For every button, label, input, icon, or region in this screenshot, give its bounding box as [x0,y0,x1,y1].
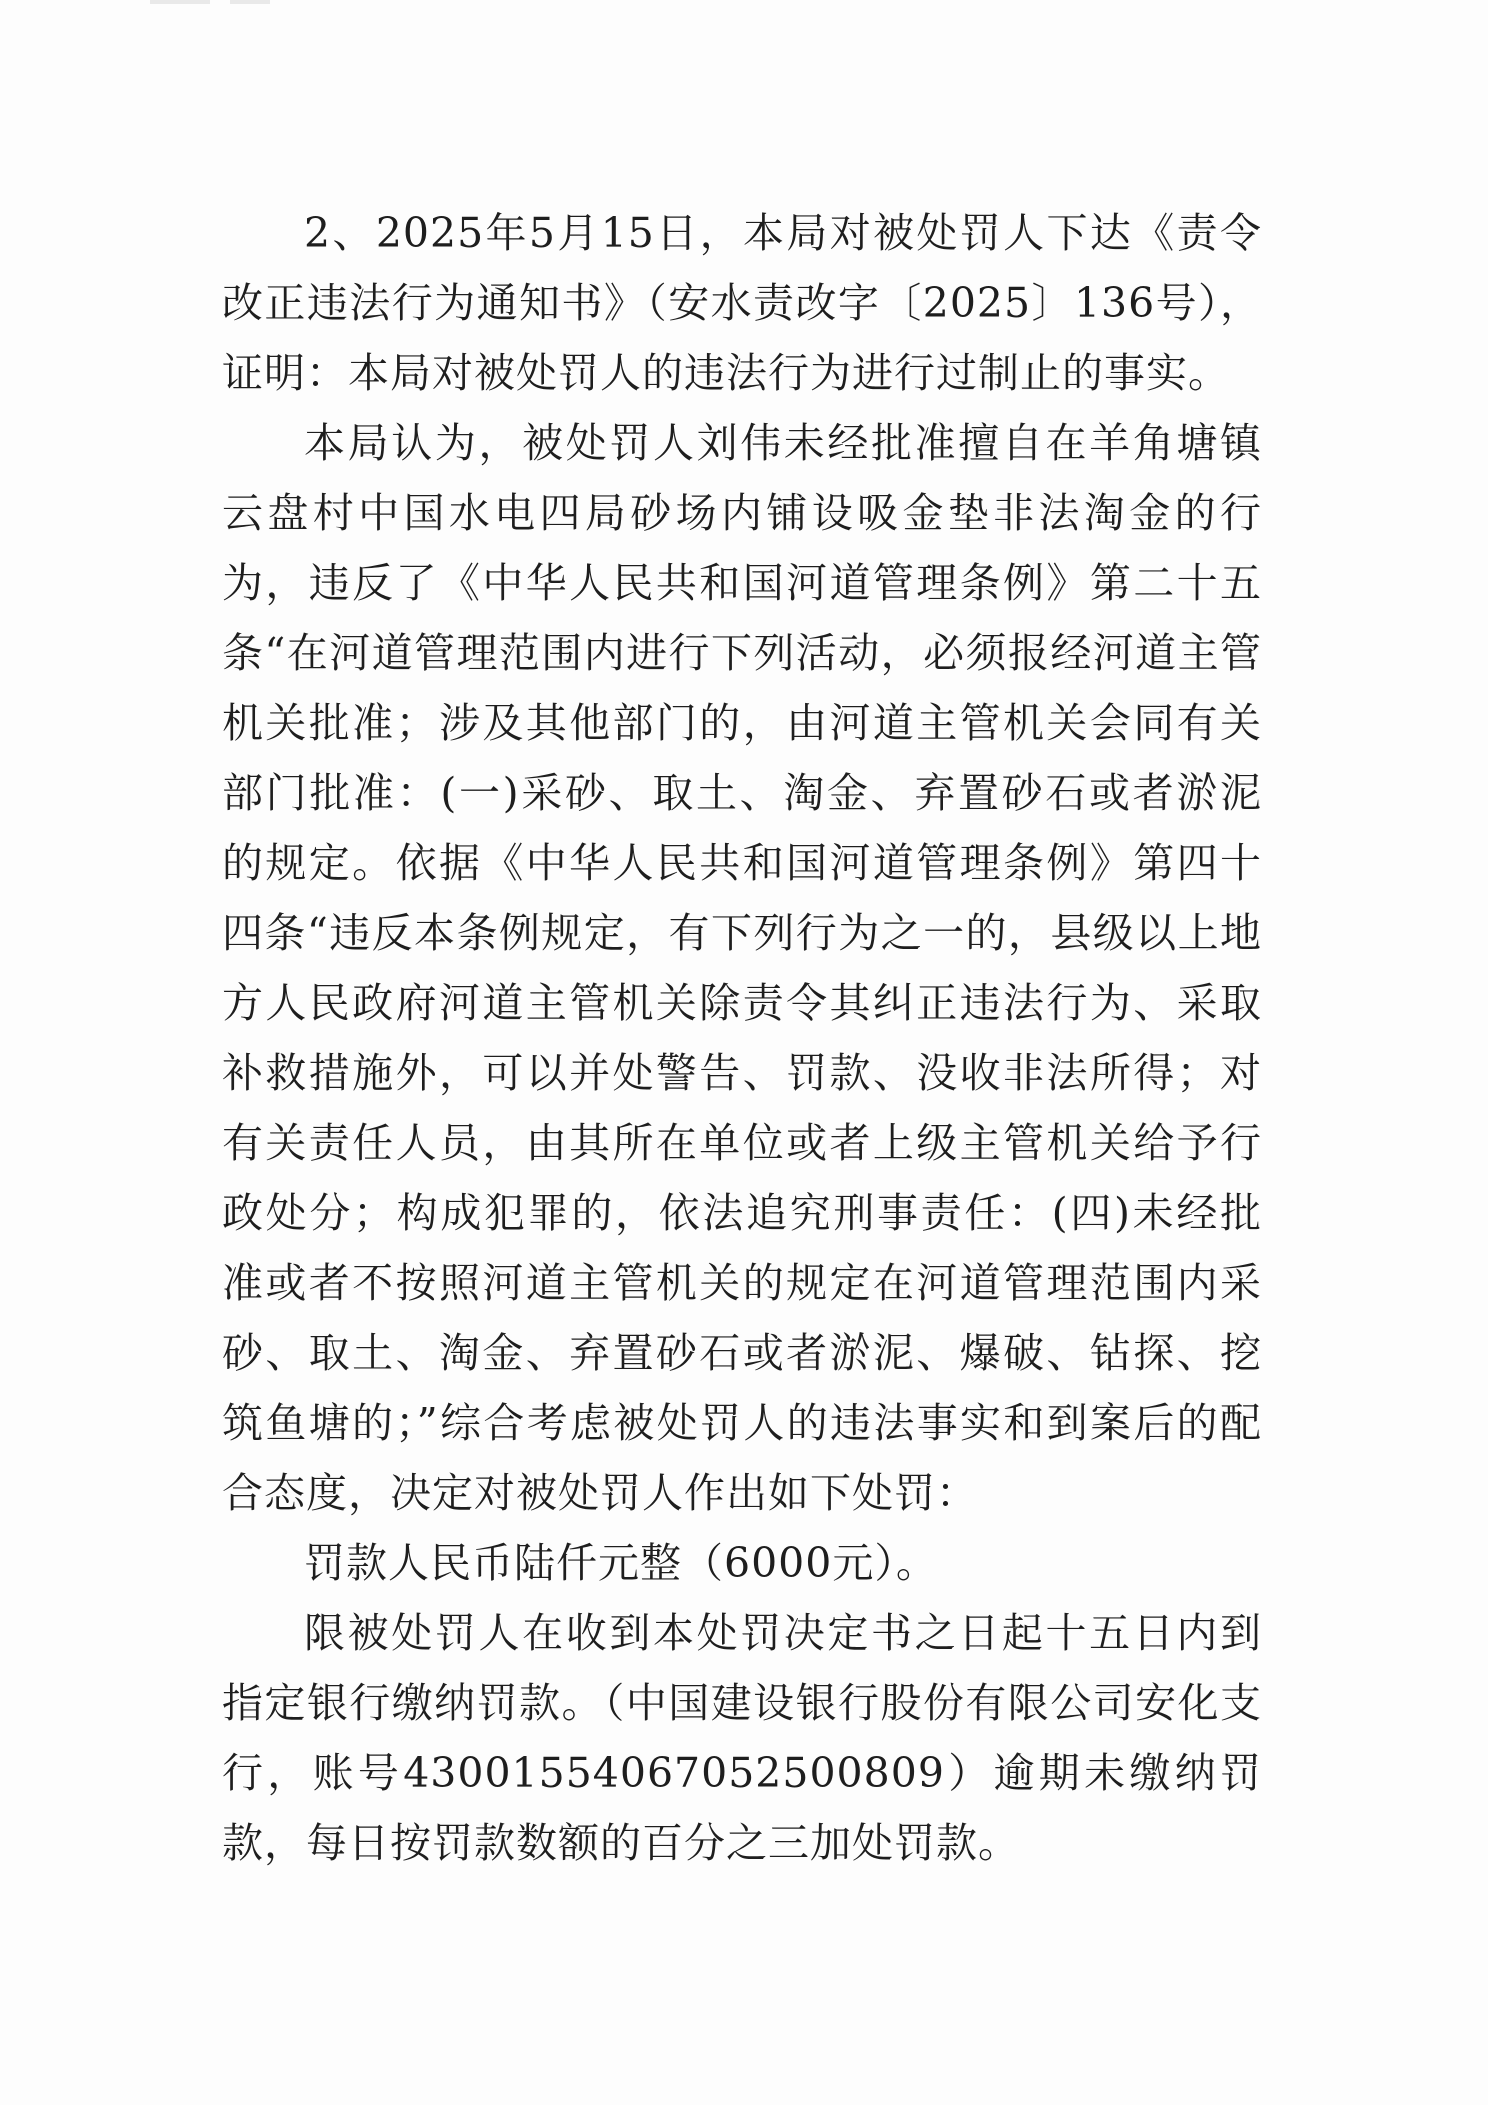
paragraph-legal-reasoning: 本局认为，被处罚人刘伟未经批准擅自在羊角塘镇云盘村中国水电四局砂场内铺设吸金垫非法淘金的行为，违反了《中华人民共和国河道管理条例》第二十五条“在河道管理范围内进行下列活动，必须报经河道主管机关批准；涉及其他部门的，由河道主管机关会同有关部门批准：(一)采砂、取土、淘金、弃置砂石或者淤泥的规定。依据《中华人民共和国河道管理条例》第四十四条“违反本条例规定，有下列行为之一的，县级以上地方人民政府河道主管机关除责令其纠正违法行为、采取补救措施外，可以并处警告、罚款、没收非法所得；对有关责任人员，由其所在单位或者上级主管机关给予行政处分；构成犯罪的，依法追究刑事责任：(四)未经批准或者不按照河道主管机关的规定在河道管理范围内采砂、取土、淘金、弃置砂石或者淤泥、爆破、钻探、挖筑鱼塘的；”综合考虑被处罚人的违法事实和到案后的配合态度，决定对被处罚人作出如下处罚： [222,419,1262,1517]
paragraph-penalty-amount: 罚款人民币陆仟元整（6000元）。 [304,1539,938,1587]
scan-artifact [150,0,210,4]
paragraph-payment-instructions: 限被处罚人在收到本处罚决定书之日起十五日内到指定银行缴纳罚款。（中国建设银行股份有限公司安化支行，账号43001554067052500809）逾期未缴纳罚款，每日按罚款数额的百分之三加处罚款。 [222,1609,1262,1867]
document-body [222,198,1262,1878]
paragraph-evidence-notice: 2、2025年5月15日，本局对被处罚人下达《责令改正违法行为通知书》（安水责改字〔2025〕136号），证明：本局对被处罚人的违法行为进行过制止的事实。 [222,209,1262,397]
scan-artifact [230,0,270,4]
